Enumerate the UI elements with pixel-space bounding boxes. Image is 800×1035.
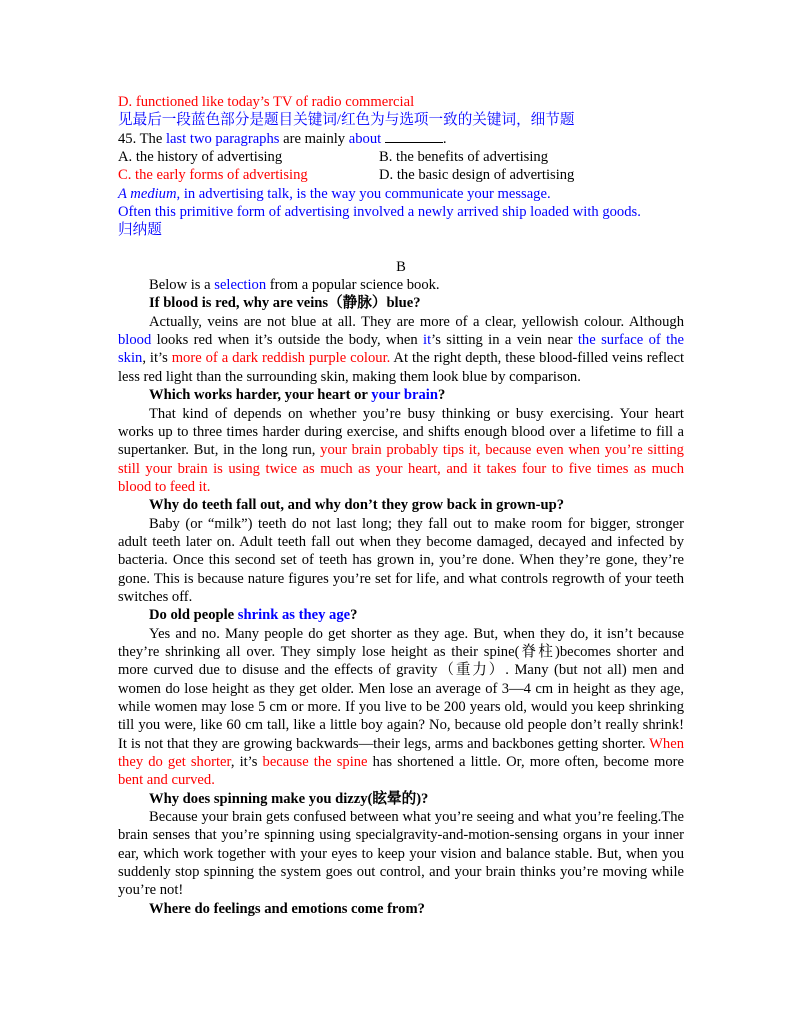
- q45-stem: [118, 130, 684, 148]
- p4-answer-spine: because the spine: [262, 754, 368, 771]
- heading-feelings: Where do feelings and emotions come from?: [149, 900, 425, 917]
- p1-text: At the right depth, these blood-filled veins reflect less red light than the surrounding skin, making them look blue by comparison.: [118, 350, 685, 385]
- q45-option-d: D. the basic design of advertising: [379, 167, 575, 184]
- p4-answer-shorter: When they do get shorter: [118, 735, 684, 771]
- paragraph-blood-veins: [118, 313, 684, 386]
- p1-text: , it’s: [142, 350, 172, 367]
- intro-text: Below is a: [149, 277, 215, 294]
- q45-evidence-2: Often this primitive form of advertising involved a newly arrived ship loaded with goods.: [118, 204, 641, 221]
- p1-keyword-it: it: [423, 332, 432, 349]
- heading-shrink: [118, 606, 684, 624]
- paragraph-heart-brain: [118, 405, 684, 497]
- q44-option-d: D. functioned like today’s TV of radio commercial: [118, 94, 415, 110]
- q45-stem-text: 45. The: [118, 130, 166, 147]
- q45-evidence-1: [118, 185, 684, 203]
- q45-option-a: A. the history of advertising: [118, 149, 283, 166]
- heading-dizzy: Why does spinning make you dizzy(眩晕的)?: [149, 790, 429, 807]
- p1-keyword-blood: blood: [118, 332, 152, 349]
- q45-evidence-1-term: A medium: [118, 185, 177, 202]
- answer-blank: [385, 130, 443, 143]
- heading-heart-brain: [118, 386, 684, 404]
- paragraph-shrink: [118, 625, 684, 790]
- q45-option-b: B. the benefits of advertising: [379, 149, 549, 166]
- q45-keyword-paragraphs: last two paragraphs: [165, 130, 280, 147]
- p2-text: That kind of depends on whether you’re busy thinking or busy exercising. Your heart works up to three times harder during exercise, and shifts enough blood over a lifetime to fill a supertanker. But, in the long run,: [118, 405, 684, 459]
- p1-answer-colour: more of a dark reddish purple colour.: [171, 350, 391, 367]
- paragraph-dizzy: Because your brain gets confused between what you’re seeing and what you’re feeling.The brain senses that you’re spinning using specialgravity-and-motion-sensing organs in your inner ear, which work together with your eyes to keep your vision and balance stable. But, when you suddenly stop spinning the system goes out control, and your brain thinks you’re moving while you’re not!: [118, 809, 684, 899]
- h4-keyword-shrink: shrink as they age: [237, 607, 351, 624]
- q45-keyword-about: about: [348, 130, 382, 147]
- q45-options-row-1: [118, 148, 684, 166]
- q45-option-c: C. the early forms of advertising: [118, 167, 308, 184]
- p1-text: looks red when it’s outside the body, when: [151, 332, 424, 349]
- q45-evidence-1-rest: , in advertising talk, is the way you communicate your message.: [176, 185, 551, 202]
- intro-keyword: selection: [214, 277, 267, 294]
- p4-text: has shortened a little. Or, more often, become more: [367, 754, 684, 771]
- h2-keyword-brain: your brain: [371, 387, 438, 404]
- heading-teeth: Why do teeth fall out, and why don’t they grow back in grown-up?: [149, 497, 565, 514]
- p4-answer-bent: bent and curved.: [118, 772, 215, 789]
- p1-text: ’s sitting in a vein near: [431, 332, 578, 349]
- q45-options-row-2: [118, 166, 684, 184]
- q45-stem-end: .: [442, 130, 447, 147]
- h2-text-end: ?: [437, 387, 446, 404]
- passage-intro: [118, 276, 684, 294]
- p4-text: , it’s: [230, 754, 263, 771]
- p1-text: Actually, veins are not blue at all. They are more of a clear, yellowish colour. Although: [149, 313, 684, 330]
- q45-stem-text-mid: are mainly: [279, 130, 349, 147]
- intro-text-end: from a popular science book.: [266, 277, 440, 294]
- h4-text: Do old people: [149, 607, 238, 624]
- h4-text-end: ?: [350, 607, 358, 624]
- passage-letter: B: [396, 258, 406, 275]
- paragraph-teeth: Baby (or “milk”) teeth do not last long; they fall out to make room for bigger, stronger adult teeth later on. Adult teeth fall out when they become damaged, decayed and infected by bacteria. Once this second set of teeth has grown in, you’re done. When they’re gone, they’re gone. This is because nature figures you’re set for life, and what controls regrowth of your teeth switches off.: [118, 515, 684, 605]
- p1-keyword-skin: the surface of the skin: [118, 332, 685, 367]
- document-page: [118, 93, 684, 918]
- h2-text: Which works harder, your heart or: [149, 387, 372, 404]
- p4-text: Yes and no. Many people do get shorter as they age. But, when they do, it isn’t because they’re shrinking all over. They simply lose height as their spine(脊柱)becomes shorter and more curved due to disuse and the effects of gravity（重力）. Many (but not all) men and women do lose height as they get older. Men lose an average of 3—4 cm in height as they age, while women may lose 5 cm or more. If you live to be 200 years old, would you keep shrinking till you were, like 60 cm tall, like a little boy again? No, because old people don’t really shrink! It is not that they are growing backwards—their legs, arms and backbones getting shorter.: [118, 625, 684, 752]
- q45-question-type: 归纳题: [118, 222, 162, 239]
- heading-blood-veins: If blood is red, why are veins（静脉）blue?: [149, 295, 421, 312]
- p2-answer-brain: your brain probably tips it, because even when you’re sitting still your brain is using twice as much as your heart, and it takes four to five times as much blood to feed it.: [118, 442, 684, 495]
- q44-analysis-note: 见最后一段蓝色部分是题目关键词/红色为与选项一致的关键词，细节题: [118, 112, 575, 129]
